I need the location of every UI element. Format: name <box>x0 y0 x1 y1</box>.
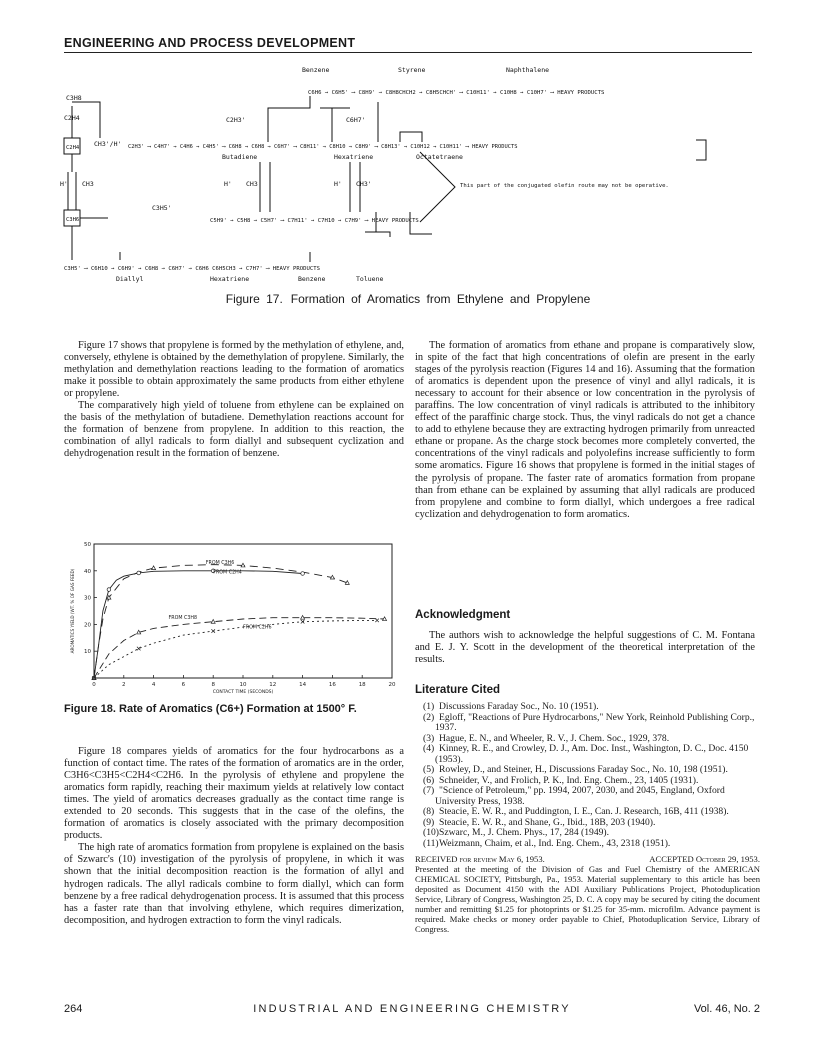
reference-number: (11) <box>423 837 439 849</box>
reference-number: (9) <box>423 816 435 828</box>
paragraph: The authors wish to acknowledge the helpful suggestions of C. M. Fontana and E. J. Y. Scott in the development of the theoretical interpretation of the results. <box>415 630 755 666</box>
box-c2h4-label: C2H4 <box>66 145 80 151</box>
x-tick-label: 14 <box>299 682 307 688</box>
label-hexatriene: Hexatriene <box>334 153 374 161</box>
label-ch3-left: CH3 <box>82 180 94 188</box>
reference-text: "Science of Petroleum," pp. 1994, 2007, 2030, and 2045, England, Oxford University Press, 1938. <box>435 785 725 807</box>
data-point <box>152 566 156 570</box>
x-tick-label: 2 <box>122 682 126 688</box>
reference-text: Weizmann, Chaim, et al., Ind. Eng. Chem., 43, 2318 (1951). <box>439 837 671 849</box>
x-tick-label: 16 <box>328 682 336 688</box>
y-tick-label: 50 <box>84 542 91 548</box>
y-tick-label: 10 <box>84 649 91 656</box>
left-column-top <box>64 340 404 460</box>
reference-number: (3) <box>423 732 435 744</box>
reference-number: (10) <box>423 827 439 838</box>
figure-17-caption <box>0 292 816 306</box>
volume-issue: Vol. 46, No. 2 <box>693 1003 760 1015</box>
label-toluene: Toluene <box>356 275 384 283</box>
label-styrene-top: Styrene <box>398 66 426 74</box>
top-chain: C6H6 → C6H5' ⟶ C8H9' → C8H8CHCH2 → C8H5CHCH' ⟶ C10H11' → C10H8 → C10H7' ⟶ HEAVY PRODUCTS <box>308 90 605 96</box>
x-tick-label: 10 <box>239 682 247 688</box>
x-tick-label: 0 <box>92 682 96 688</box>
reference-item <box>415 744 760 765</box>
label-benzene-2: Benzene <box>298 275 326 283</box>
data-point <box>107 588 111 592</box>
x-axis-label: CONTACT TIME (SECONDS) <box>212 690 274 694</box>
reference-text: Steacie, E. W. R., and Puddington, I. E., Can. J. Research, 16B, 411 (1938). <box>439 806 729 817</box>
reference-item <box>415 713 760 734</box>
paragraph: Figure 18 compares yields of aromatics for the four hydrocarbons as a function of contact time. The rates of the formation of aromatics are in the order, C3H6<C3H5<C2H4<C2H6. In the pyrolysis of ethylene and propylene the aromatics form rapidly, reaching their maximum yields at relatively low contact times. The yield of aromatics decreases gradually as the contact time range is extended to 20 seconds. This suggests that in the case of the olefins, the formation of aromatics is closely associated with the primary decomposition products. <box>64 746 404 842</box>
label-ch3-mid: CH3 <box>246 180 258 188</box>
y-tick-label: 40 <box>84 568 91 575</box>
reference-item <box>415 786 760 807</box>
x-tick-label: 6 <box>181 682 186 688</box>
label-c7h7: C6H7' <box>346 116 366 124</box>
y-axis-label: AROMATICS YIELD (WT. % OF GAS FEED) <box>70 568 75 654</box>
page-number: 264 <box>64 1003 83 1015</box>
label-c2h4: C2H4 <box>64 114 80 122</box>
reference-text: Hague, E. N., and Wheeler, R. V., J. Chem. Soc., 1929, 378. <box>439 732 670 744</box>
x-tick-label: 8 <box>211 682 215 688</box>
figure-17-number: Figure 17. <box>225 292 283 306</box>
label-diallyl: Diallyl <box>116 275 144 283</box>
reference-text: Egloff, "Reactions of Pure Hydrocarbons," New York, Reinhold Publishing Corp., 1937. <box>435 711 755 733</box>
acknowledgment-text <box>415 630 755 666</box>
lower-chain: C5H9' → C5H8 → C5H7' ⟶ C7H11' → C7H10 → C7H9' ⟶ HEAVY PRODUCTS <box>210 218 419 224</box>
paragraph: The comparatively high yield of toluene from ethylene can be explained on the basis of the methylation of butadiene. Demethylation reactions account for the formation of benzene from propylene. In addition to this reaction, the combination of allyl radicals to form diallyl and subsequent cyclization and dehydrogenation result in the formation of benzene. <box>64 400 404 460</box>
bottom-chain: C3H5' ⟶ C6H10 → C6H9' → C6H8 → C6H7' → C6H6 C6H5CH3 → C7H7' ⟶ HEAVY PRODUCTS <box>64 266 320 272</box>
label-naphthalene-top: Naphthalene <box>506 66 550 74</box>
label-butadiene: Butadiene <box>222 153 258 161</box>
reference-text: Kinney, R. E., and Crowley, D. J., Am. Doc. Inst., Washington, D. C., Doc. 4150 (1953). <box>435 743 749 765</box>
reference-number: (2) <box>423 711 435 723</box>
data-point <box>375 619 379 623</box>
reference-number: (8) <box>423 806 435 817</box>
x-tick-label: 18 <box>358 682 366 688</box>
data-point <box>211 620 215 624</box>
reference-item <box>415 839 760 850</box>
paragraph: The high rate of aromatics formation from propylene is explained on the basis of Szwarc's (10) investigation of the pyrolysis of propylene, in which it was shown that the initial decomposition reaction is the formation of allyl and hydrogen radicals. The allyl radicals combine to form diallyl, which can form benzene by a free radical dehydrogenation process. It is assumed that this process has a faster rate than that involving ethylene, which requires dimerization, decomposition, and hydrogen extraction to form the vinyl radicals. <box>64 842 404 926</box>
data-point <box>301 572 305 576</box>
x-tick-label: 12 <box>269 682 277 688</box>
reference-number: (7) <box>423 785 435 796</box>
publication-notes <box>415 854 760 934</box>
figure-17-scheme <box>60 62 760 294</box>
label-c3h8: C3H8 <box>66 94 82 102</box>
series-label: FROM C3H6 <box>205 561 235 567</box>
data-point <box>137 571 141 575</box>
figure-18-caption: Figure 18. Rate of Aromatics (C6+) Formation at 1500° F. <box>64 703 357 715</box>
figure-17-title: Formation of Aromatics from Ethylene and Propylene <box>290 292 591 306</box>
reference-text: Steacie, E. W. R., and Shane, G., Ibid., 18B, 203 (1940). <box>439 816 656 828</box>
series-label: FROM C3H8 <box>168 616 198 622</box>
y-tick-label: 20 <box>84 622 91 629</box>
label-h-mid: H' <box>224 180 232 188</box>
reference-text: Discussions Faraday Soc., No. 10 (1951). <box>439 701 599 712</box>
running-header: ENGINEERING AND PROCESS DEVELOPMENT <box>64 36 356 50</box>
right-column-top <box>415 340 755 521</box>
reference-text: Szwarc, M., J. Chem. Phys., 17, 284 (1949). <box>439 827 610 838</box>
notes-body: Presented at the meeting of the Division of Gas and Fuel Chemistry of the AMERICAN CHEMICAL SOCIETY, Pittsburgh, Pa., 1953. Material supplementary to this article has been deposited as Document 4150 with the ADI Auxiliary Publications Project, Photoduplication Service, Library of Congress, Washington 25, D. C. A copy may be secured by citing the document number and remitting $1.25 for photoprints or $1.25 for 35-mm. microfilm. Advance payment is required. Make checks or money order payable to Chief, Photoduplication Service, Library of Congress. <box>415 864 760 934</box>
label-c3h5-radical: C3H5' <box>152 204 172 212</box>
paragraph: The formation of aromatics from ethane and propane is comparatively slow, in spite of the fact that high concentrations of olefin are present in the early stages of the pyrolysis reaction (Figures 14 and 16). Assuming that the formation of aromatics is dependent upon the presence of vinyl and allyl radicals, it is necessary to account for their absence or low concentration in the pyrolysis of paraffins. The low concentration of vinyl radicals is attributed to the inhibitory effect of the paraffinic charge stock. Thus, the vinyl radicals do not get a chance to add to ethylene because they are extracting hydrogen primarily from unreacted ethane or propane. As the charge stock becomes more completely converted, the concentrations of the vinyl radicals and polyolefins increase sufficiently to form some aromatics. Figure 16 shows that propylene is formed in the initial stages of the pyrolysis of propane. The faster rate of aromatics formation from propane than from ethane can be explained by assuming that allyl radicals are produced from propylene and combine to form diallyl, which undergoes a free radical cyclization and dehydrogenation to form aromatics. <box>415 340 755 520</box>
left-column-bottom <box>64 746 404 927</box>
scheme-note: This part of the conjugated olefin route may not be operative. <box>460 183 669 189</box>
label-benzene-top: Benzene <box>302 66 330 74</box>
mid-chain: C2H3' ⟶ C4H7' → C4H6 → C4H5' ⟶ C6H8 → C6H8 → C6H7' ⟶ C8H11' → C8H10 → C8H9' ⟶ C8H13' → C10H12 → C10H11' ⟶ HEAVY PRODUCTS <box>128 144 518 150</box>
label-ch3-h: CH3'/H' <box>94 140 122 148</box>
reference-list <box>415 702 760 849</box>
series-label: FROM C2H4 <box>213 570 242 576</box>
reference-text: Schneider, V., and Frolich, P. K., Ind. Eng. Chem., 23, 1405 (1931). <box>439 774 699 786</box>
series-line <box>94 620 377 678</box>
series-label: FROM C2H6 <box>243 625 272 631</box>
header-rule <box>64 52 752 53</box>
box-c3h6-label: C3H6 <box>66 217 80 223</box>
label-ch3-right: CH3' <box>356 180 372 188</box>
acknowledgment-heading: Acknowledgment <box>415 609 511 621</box>
literature-heading: Literature Cited <box>415 684 500 696</box>
reference-number: (4) <box>423 743 435 754</box>
label-h-right: H' <box>334 180 342 188</box>
reference-number: (1) <box>423 701 435 712</box>
label-hexatriene-2: Hexatriene <box>210 275 250 283</box>
paragraph: Figure 17 shows that propylene is formed by the methylation of ethylene, and, conversely, ethylene is obtained by the demethylation of propylene. Similarly, the methylation and demethylation reactions leading to the formation of aromatics make it possible to obtain approximately the same products from either ethylene or propylene. <box>64 340 404 400</box>
journal-name: INDUSTRIAL AND ENGINEERING CHEMISTRY <box>253 1003 571 1015</box>
figure-18-chart <box>62 536 402 694</box>
x-tick-label: 4 <box>151 682 156 688</box>
label-octatetraene: Octatetraene <box>416 153 463 161</box>
label-h-left: H' <box>60 180 68 188</box>
series-line <box>94 571 303 678</box>
accepted-date: ACCEPTED October 29, 1953. <box>649 854 760 864</box>
received-date: RECEIVED for review May 6, 1953. <box>415 854 545 864</box>
y-tick-label: 30 <box>84 595 91 602</box>
x-tick-label: 20 <box>388 682 396 688</box>
reference-number: (6) <box>423 774 435 786</box>
label-c2h3-radical: C2H3' <box>226 116 246 124</box>
reference-number: (5) <box>423 764 435 775</box>
reference-text: Rowley, D., and Steiner, H., Discussions Faraday Soc., No. 10, 198 (1951). <box>439 764 728 775</box>
